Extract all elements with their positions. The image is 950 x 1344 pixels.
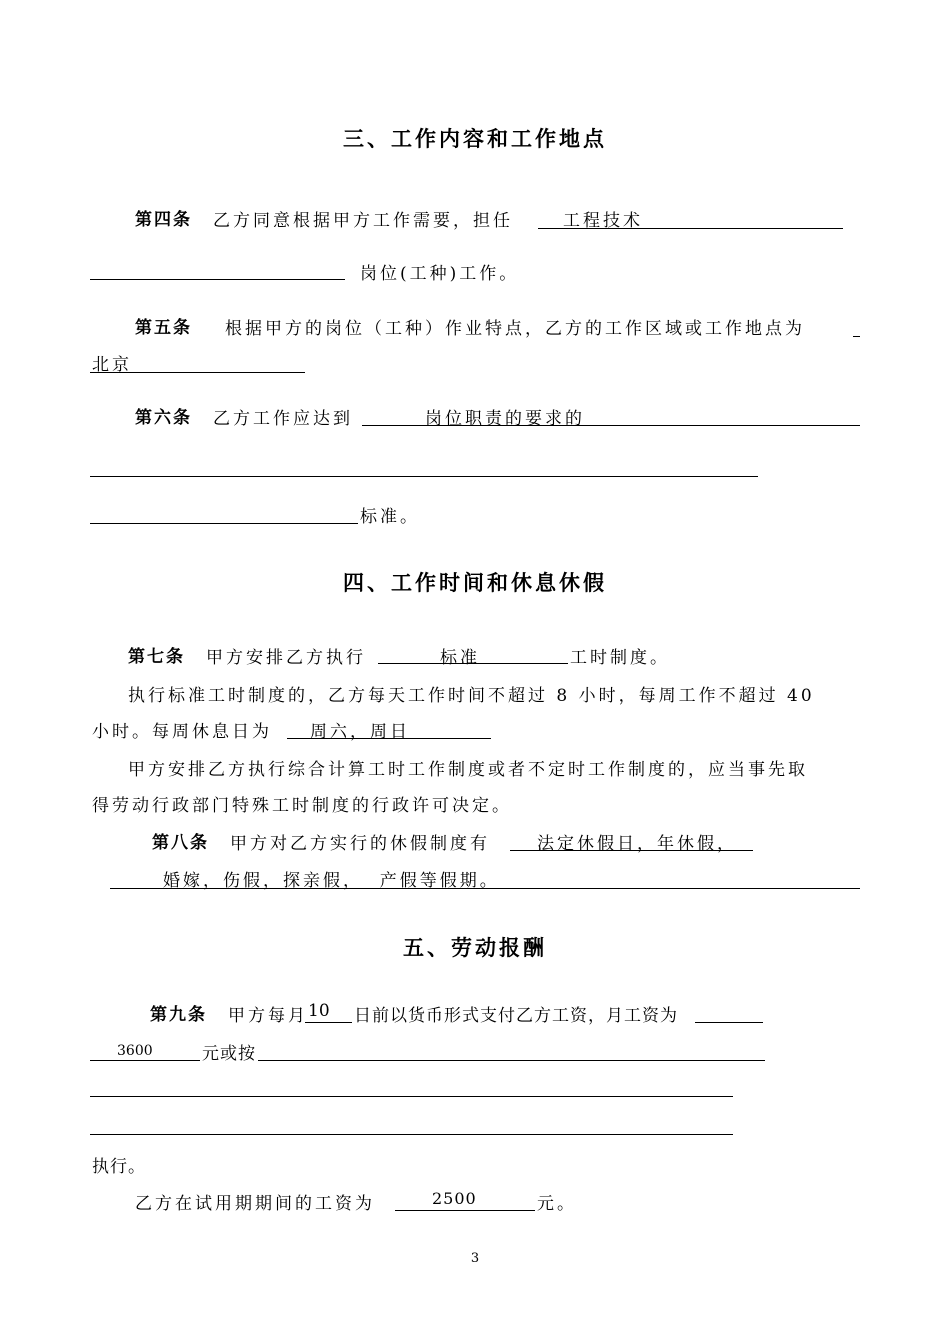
- article-9-tail: 执行。: [92, 1157, 146, 1177]
- article-5-blank-line: [90, 372, 305, 373]
- article-9-salary-line-start: [695, 1022, 763, 1023]
- flexible-hours-para-line-1: 甲方安排乙方执行综合计算工时工作制度或者不定时工作制度的，应当事先取: [128, 760, 808, 780]
- article-9-alt-basis-line-3: [90, 1134, 733, 1135]
- article-5-blank-line-end: [853, 336, 860, 337]
- article-5-label: 第五条: [135, 318, 192, 338]
- probation-salary-value: 2500: [432, 1189, 477, 1208]
- article-4-blank-line-2: [90, 279, 345, 280]
- article-9-alt-basis-line-2: [90, 1096, 733, 1097]
- section-5-heading: 五、劳动报酬: [403, 936, 547, 960]
- article-6-text: 乙方工作应达到: [213, 409, 353, 429]
- article-4-tail: 岗位(工种)工作。: [360, 264, 520, 284]
- article-7-text: 甲方安排乙方执行: [206, 648, 366, 668]
- article-9-alt-basis-line: [258, 1060, 765, 1061]
- article-6-blank-line-3: [90, 523, 358, 524]
- section-4-heading: 四、工作时间和休息休假: [343, 571, 607, 595]
- probation-salary-line: [395, 1210, 535, 1211]
- article-6-tail: 标准。: [360, 507, 420, 527]
- article-4-text: 乙方同意根据甲方工作需要，担任: [213, 211, 513, 231]
- standard-hours-para-line-2: 小时。每周休息日为: [92, 722, 272, 742]
- article-6-blank-line-2: [90, 476, 758, 477]
- article-5-text: 根据甲方的岗位（工种）作业特点，乙方的工作区域或工作地点为: [225, 319, 805, 339]
- article-6-standard-value: 岗位职责的要求的: [425, 409, 585, 429]
- article-8-leave-value-1: 法定休假日，年休假，: [537, 834, 737, 854]
- section-3-heading: 三、工作内容和工作地点: [343, 127, 607, 151]
- probation-salary-text: 乙方在试用期期间的工资为: [135, 1194, 375, 1214]
- article-8-blank-line-2: [110, 888, 860, 889]
- article-9-pay-day-line: [305, 1022, 352, 1023]
- standard-hours-para-line-1: 执行标准工时制度的，乙方每天工作时间不超过 8 小时，每周工作不超过 40: [128, 686, 815, 706]
- article-8-text: 甲方对乙方实行的休假制度有: [230, 834, 490, 854]
- article-8-leave-value-2: 婚嫁，伤假，探亲假， 产假等假期。: [163, 871, 500, 891]
- article-7-tail: 工时制度。: [570, 648, 670, 668]
- rest-day-value: 周六，周日: [310, 722, 410, 742]
- article-7-label: 第七条: [128, 647, 185, 667]
- article-5-location-value: 北京: [92, 355, 132, 375]
- article-9-pay-day-value: 10: [308, 1001, 330, 1021]
- article-9-text-a: 甲方每月: [228, 1006, 308, 1026]
- article-9-text-b: 日前以货币形式支付乙方工资，月工资为: [354, 1006, 678, 1026]
- article-9-text-c: 元或按: [202, 1044, 256, 1064]
- article-9-salary-line: [90, 1060, 200, 1061]
- page-number: 3: [470, 1251, 480, 1266]
- article-9-salary-value: 3600: [117, 1043, 153, 1059]
- flexible-hours-para-line-2: 得劳动行政部门特殊工时制度的行政许可决定。: [92, 796, 512, 816]
- article-8-label: 第八条: [152, 833, 209, 853]
- article-7-hours-system-value: 标准: [440, 648, 480, 668]
- article-4-label: 第四条: [135, 210, 192, 230]
- article-9-label: 第九条: [150, 1005, 207, 1025]
- article-6-label: 第六条: [135, 408, 192, 428]
- probation-salary-tail: 元。: [537, 1194, 577, 1214]
- article-4-position-value: 工程技术: [563, 211, 643, 231]
